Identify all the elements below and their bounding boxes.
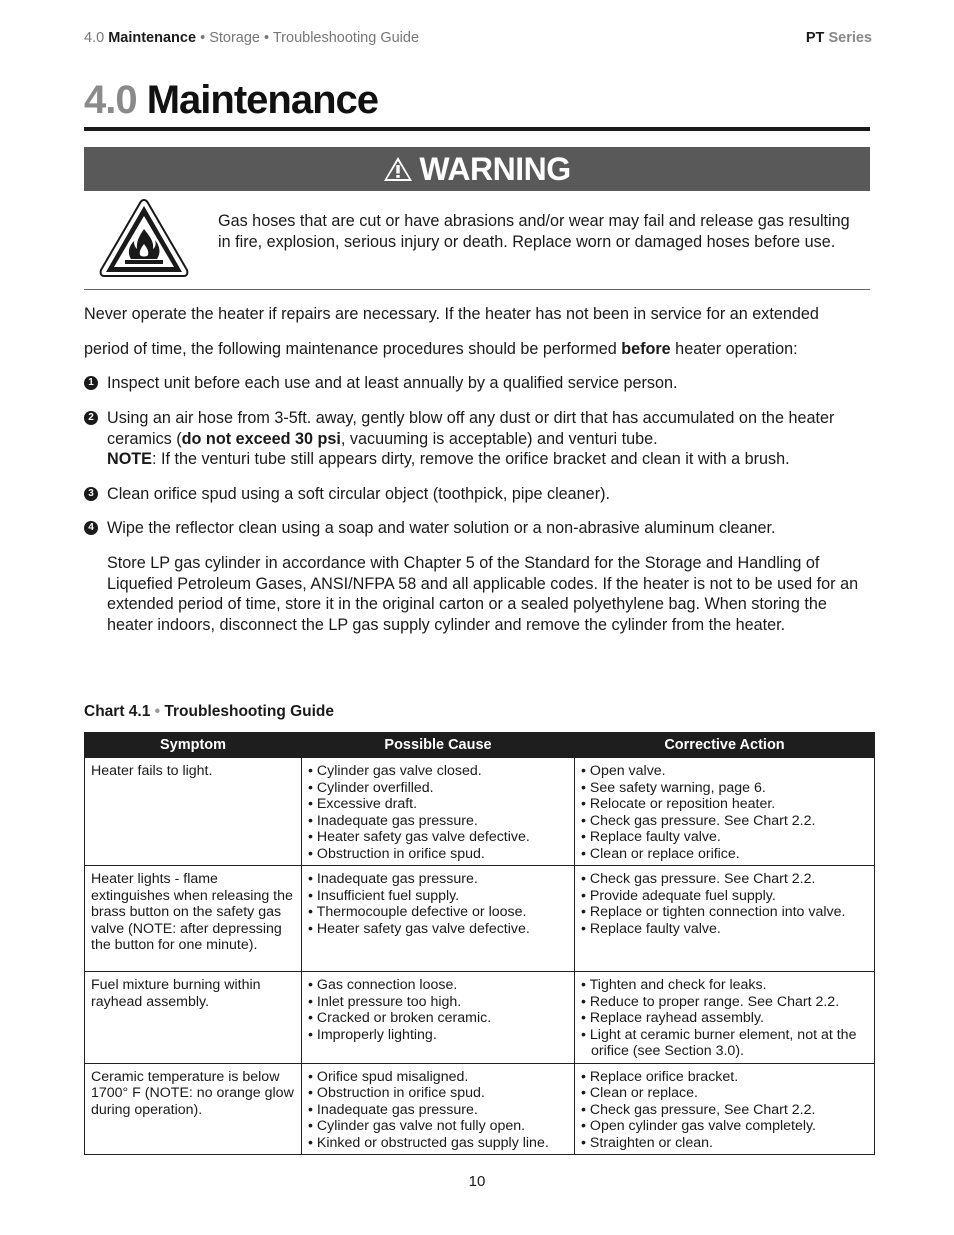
column-header-action: Corrective Action [575,733,875,758]
step-number-badge: 1 [84,376,98,390]
list-item: • Check gas pressure. See Chart 2.2. [581,812,816,829]
header-separator: • [259,30,273,46]
running-header-product [806,30,872,46]
cause-cell [302,866,575,972]
list-item: • Heater safety gas valve defective. [308,920,530,937]
list-item: • Check gas pressure, See Chart 2.2. [581,1101,816,1118]
cause-cell [302,1063,575,1155]
step-text-part: Using an air hose from 3-5ft. away, gently blow off any dust or dirt that has accumulated on the heater ceramics ( [107,409,835,448]
list-item: • Cracked or broken ceramic. [308,1010,492,1026]
list-item: • Replace rayhead assembly. [581,1010,764,1026]
intro-text-end: heater operation: [670,340,798,358]
column-header-cause: Possible Cause [302,733,575,758]
list-item: • Heater safety gas valve defective. [308,829,530,845]
list-item: • Replace orifice bracket. [581,1068,739,1085]
list-item: • Clean or replace. [581,1085,698,1101]
list-item: • Straighten or clean. [581,1134,713,1151]
table-row [85,758,875,866]
intro-line-1: Never operate the heater if repairs are necessary. If the heater has not been in service for an extended [84,305,819,323]
intro-emphasis: before [621,340,671,358]
column-header-symptom: Symptom [85,733,302,758]
list-item: • Relocate or reposition heater. [581,796,776,812]
list-item: • Replace faulty valve. [581,829,721,845]
warning-message: Gas hoses that are cut or have abrasions and/or wear may fail and release gas resulting in fire, explosion, serious injury or death. Replace worn or damaged hoses before use. [218,212,850,251]
running-header-breadcrumb [84,30,419,46]
chart-title [84,703,334,721]
action-cell [575,866,875,972]
action-cell [575,972,875,1064]
warning-banner [84,147,870,191]
intro-text: period of time, the following maintenance procedures should be performed [84,340,622,358]
page-title [84,78,378,123]
step-text: Inspect unit before each use and at least annually by a qualified service person. [107,374,678,392]
step-text-part: , vacuuming is acceptable) and venturi tube. [340,429,658,448]
step-4 [84,518,874,539]
list-item: • Cylinder gas valve not fully open. [308,1118,526,1134]
symptom-cell: Heater fails to light. [85,758,302,866]
step-1 [84,373,874,394]
symptom-cell: Fuel mixture burning within rayhead assembly. [85,972,302,1064]
list-item: • Kinked or obstructed gas supply line. [308,1134,549,1151]
title-divider [84,127,870,131]
list-item: • Reduce to proper range. See Chart 2.2. [581,993,840,1010]
list-item: • Improperly lighting. [308,1026,437,1043]
chart-label: Chart 4.1 [84,703,151,720]
product-name: PT [805,30,825,46]
troubleshooting-table [84,732,875,1155]
list-item: • Tighten and check for leaks. [581,977,767,993]
symptom-cell: Heater lights - flame extinguishes when releasing the brass button on the safety gas valve (NOTE: after depressing the button for one minute). [85,866,302,972]
step-text: Clean orifice spud using a soft circular object (toothpick, pipe cleaner). [107,485,610,503]
list-item: • Light at ceramic burner element, not at the orifice (see Section 3.0). [581,1026,857,1059]
list-item: • Inadequate gas pressure. [308,1101,478,1118]
title-number: 4.0 [84,78,137,122]
header-section-number: 4.0 [84,30,105,46]
list-item: • Inadequate gas pressure. [308,871,478,887]
header-crumb-storage: Storage [209,30,260,46]
page-number: 10 [468,1173,486,1190]
storage-paragraph: Store LP gas cylinder in accordance with Chapter 5 of the Standard for the Storage and Handling of Liquefied Petroleum Gases, ANSI/NFPA 58 and all applicable codes. If the heater is not to be used for an extended period of time, store it in the original carton or a sealed polyethylene bag. When storing the heater indoors, disconnect the LP gas supply cylinder and remove the cylinder from the heater. [107,554,859,634]
chart-name: Troubleshooting Guide [164,703,335,720]
step-number-badge: 4 [84,521,98,535]
list-item: • Clean or replace orifice. [581,845,740,862]
list-item: • Thermocouple defective or loose. [308,904,527,920]
list-item: • Provide adequate fuel supply. [581,887,776,904]
note-text: : If the venturi tube still appears dirty, remove the orifice bracket and clean it with a brush. [151,450,790,468]
header-section-name: Maintenance [108,30,197,46]
list-item: • Open cylinder gas valve completely. [581,1118,816,1134]
list-item: • Cylinder overfilled. [308,779,434,796]
list-item: • Replace faulty valve. [581,920,721,937]
list-item: • Orifice spud misaligned. [308,1068,469,1085]
step-3 [84,484,874,505]
list-item: • Cylinder gas valve closed. [308,763,482,779]
step-number-badge: 2 [84,411,98,425]
list-item: • Check gas pressure. See Chart 2.2. [581,871,816,887]
note-label: NOTE [107,450,152,468]
symptom-cell: Ceramic temperature is below 1700° F (NOTE: no orange glow during operation). [85,1063,302,1155]
flammable-fire-icon [98,197,190,279]
action-cell [575,1063,875,1155]
list-item: • Obstruction in orifice spud. [308,845,485,862]
table-row [85,1063,875,1155]
intro-line-2 [84,339,798,359]
product-series: Series [828,30,872,46]
step-number-badge: 3 [84,487,98,501]
title-text: Maintenance [146,78,379,122]
step-text-emphasis: do not exceed 30 psi [181,429,341,448]
list-item: • Gas connection loose. [308,977,458,993]
step-text [107,408,874,470]
header-crumb-troubleshooting: Troubleshooting Guide [272,30,420,46]
list-item: • Obstruction in orifice spud. [308,1085,485,1101]
list-item: • Inadequate gas pressure. [308,812,478,829]
cause-cell [302,758,575,866]
list-item: • See safety warning, page 6. [581,779,766,796]
list-item: • Inlet pressure too high. [308,993,462,1010]
table-row [85,866,875,972]
chart-separator: • [150,703,165,720]
warning-triangle-icon [383,156,413,182]
table-header-row [85,733,875,758]
warning-divider [84,289,870,290]
table-row [85,972,875,1064]
step-text: Wipe the reflector clean using a soap and water solution or a non-abrasive aluminum cleaner. [107,519,776,537]
header-separator: • [196,30,210,46]
list-item: • Replace or tighten connection into valve. [581,904,846,920]
step-2 [84,408,874,470]
cause-cell [302,972,575,1064]
list-item: • Excessive draft. [308,796,418,812]
action-cell [575,758,875,866]
list-item: • Insufficient fuel supply. [308,887,460,904]
list-item: • Open valve. [581,763,666,779]
warning-label: WARNING [419,150,571,187]
